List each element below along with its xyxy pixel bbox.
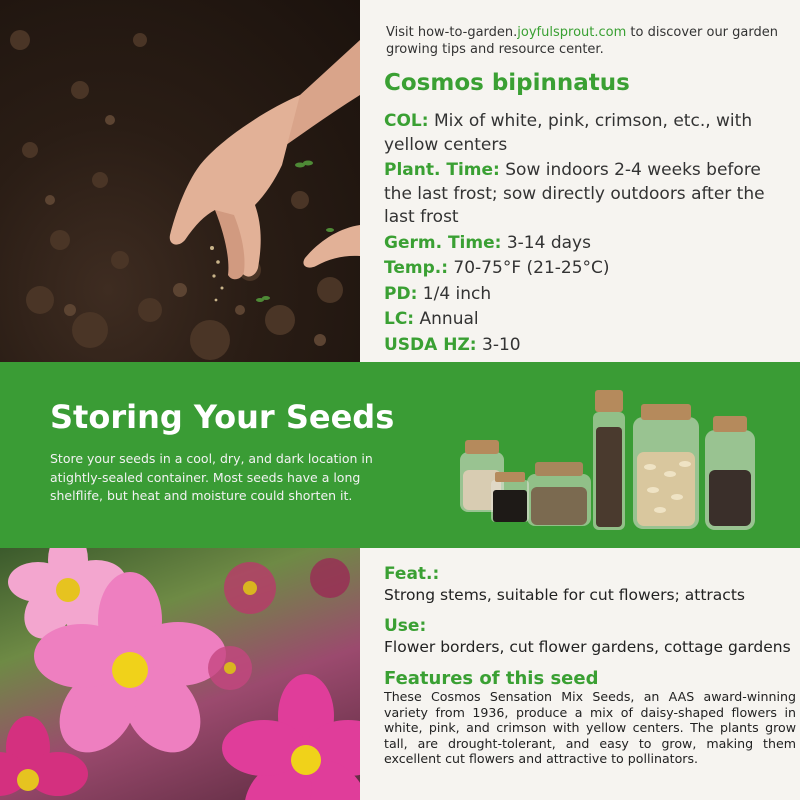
visit-suffix: to discover our garden growing tips and resource center. [386, 25, 778, 57]
visit-site-note [386, 24, 786, 58]
seed-jars-photo [455, 382, 765, 532]
feat-label: Feat.: [384, 564, 440, 584]
fact-usda-zone [384, 334, 789, 358]
fact-value: Sow indoors 2-4 weeks before the last frost; sow directly outdoors after the last frost [384, 160, 765, 227]
fact-label: LC: [384, 309, 415, 329]
fact-value: 3-14 days [501, 232, 591, 253]
features-title: Features of this seed [384, 668, 599, 689]
fact-label: Plant. Time: [384, 160, 500, 180]
band-text: Store your seeds in a cool, dry, and dark location in atightly-sealed container. Most seeds have a long shelflife, but heat and moisture could shorten it. [50, 451, 373, 503]
fact-germination-time [384, 232, 789, 256]
plant-name: Cosmos bipinnatus [384, 70, 630, 96]
fact-value: Mix of white, pink, crimson, etc., with yellow centers [384, 111, 753, 155]
fact-value: 1/4 inch [417, 283, 492, 304]
fact-value: 3-10 [476, 334, 521, 355]
plant-facts [384, 110, 789, 357]
band-title: Storing Your Seeds [50, 398, 395, 436]
fact-value: 70-75°F (21-25°C) [448, 258, 610, 278]
fact-planting-depth [384, 283, 789, 307]
use-value: Flower borders, cut flower gardens, cottage gardens [384, 638, 791, 656]
fact-value: Annual [414, 309, 479, 329]
visit-prefix: Visit how-to-garden. [386, 25, 518, 40]
fact-temperature [384, 257, 789, 281]
plant-info-panel [360, 0, 800, 362]
site-link[interactable]: joyfulsprout.com [517, 25, 627, 40]
fact-planting-time [384, 159, 789, 230]
fact-label: Germ. Time: [384, 232, 502, 253]
fact-label: USDA HZ: [384, 334, 477, 355]
features-description: These Cosmos Sensation Mix Seeds, an AAS award-winning variety from 1936, produce a mix of daisy-shaped flowers in white, pink, and crimson with yellow centers. The plants grow tall, are drought-tolerant, and easy to grow, making them excellent cut flowers and attractive to pollinators. [384, 689, 796, 766]
fact-label: PD: [384, 283, 418, 304]
fact-label: Temp.: [384, 258, 449, 278]
top-section [0, 0, 800, 362]
fact-life-cycle [384, 308, 789, 332]
use-label: Use: [384, 616, 427, 636]
fact-color [384, 110, 789, 157]
storing-seeds-band [0, 362, 800, 548]
soil-photo [0, 0, 360, 362]
feat-value: Strong stems, suitable for cut flowers; attracts [384, 586, 745, 604]
fact-label: COL: [384, 111, 429, 131]
cosmos-flowers-photo [0, 548, 360, 800]
seed-features-panel [360, 548, 800, 800]
